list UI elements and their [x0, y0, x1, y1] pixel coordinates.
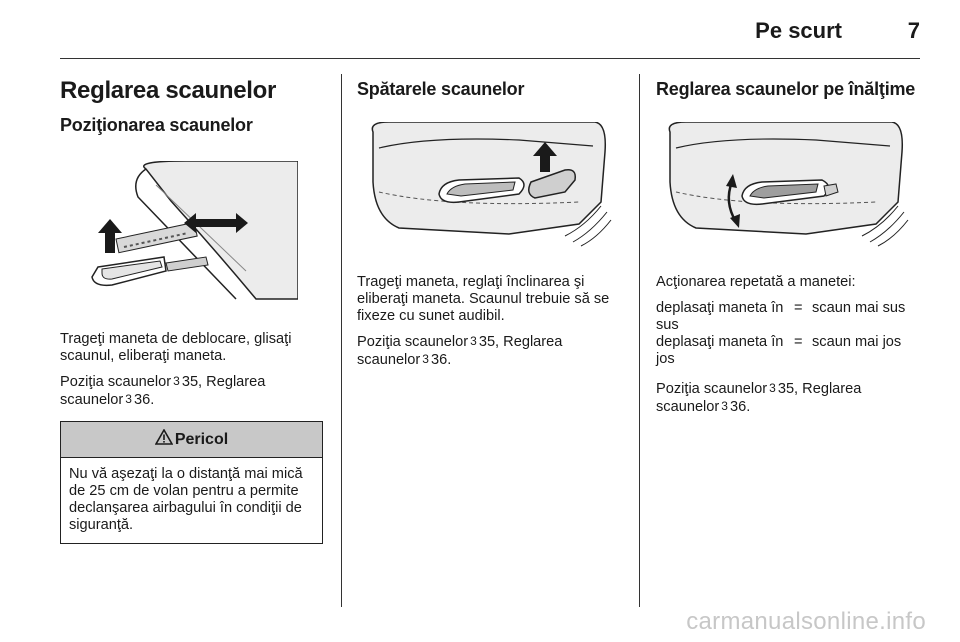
- action-term: deplasaţi maneta în jos: [656, 334, 784, 367]
- warning-title: Pericol: [174, 430, 229, 448]
- column-seat-backrests: [357, 74, 622, 369]
- subsection-heading-backrests: Spătarele scaunelor: [357, 79, 525, 99]
- seat-height-lever-illustration: [666, 122, 910, 248]
- header-divider: [60, 58, 920, 59]
- page-ref-icon: 3: [173, 374, 180, 388]
- danger-warning-box: [60, 421, 323, 544]
- backrest-instruction: Trageţi maneta, reglaţi înclinarea şi eliberaţi maneta. Scaunul trebuie să se fixeze cu sunet audibil.: [357, 274, 610, 324]
- table-row: [656, 300, 922, 334]
- action-result: scaun mai jos: [812, 334, 902, 350]
- action-term: deplasaţi maneta în sus: [656, 300, 784, 333]
- watermark-text: carmanualsonline.info: [686, 608, 926, 635]
- table-row: [656, 334, 922, 368]
- column-divider-1: [341, 74, 342, 607]
- lever-action-table: [656, 300, 922, 368]
- column-seat-positioning: [60, 74, 325, 544]
- warning-header: [61, 422, 322, 458]
- positioning-instruction: Trageţi maneta de deblocare, glisaţi scaunul, eliberaţi maneta.: [60, 331, 292, 364]
- equals-sign: =: [794, 300, 803, 316]
- header-section-title: Pe scurt: [755, 18, 842, 43]
- page-number: 7: [907, 18, 920, 43]
- subsection-heading-height: Reglarea scaunelor pe înălţime: [656, 79, 916, 99]
- height-intro: Acţionarea repetată a manetei:: [656, 274, 856, 290]
- page-ref-icon: 3: [125, 392, 132, 406]
- positioning-reference: Poziţia scaunelor 3 35, Reglarea scaunelor 3 36.: [60, 374, 266, 408]
- subsection-heading-positioning: Poziţionarea scaunelor: [60, 115, 253, 135]
- seat-backrest-lever-illustration: [369, 122, 613, 248]
- page-ref-icon: 3: [470, 334, 477, 348]
- backrest-reference: Poziţia scaunelor 3 35, Reglarea scaunelor 3 36.: [357, 334, 563, 368]
- seat-slide-illustration: [76, 161, 298, 301]
- column-divider-2: [639, 74, 640, 607]
- equals-sign: =: [794, 334, 803, 350]
- action-result: scaun mai sus: [812, 300, 906, 316]
- column-seat-height: [656, 74, 922, 416]
- section-heading: Reglarea scaunelor: [60, 77, 277, 104]
- page-ref-icon: 3: [769, 381, 776, 395]
- height-reference: Poziţia scaunelor 3 35, Reglarea scaunelor 3 36.: [656, 381, 862, 415]
- warning-triangle-icon: [155, 429, 173, 450]
- page-ref-icon: 3: [422, 352, 429, 366]
- warning-text: Nu vă aşezaţi la o distanţă mai mică de 25 cm de volan pentru a permite declanşarea airbagului în condiţii de siguranţă.: [69, 466, 303, 533]
- page-ref-icon: 3: [721, 399, 728, 413]
